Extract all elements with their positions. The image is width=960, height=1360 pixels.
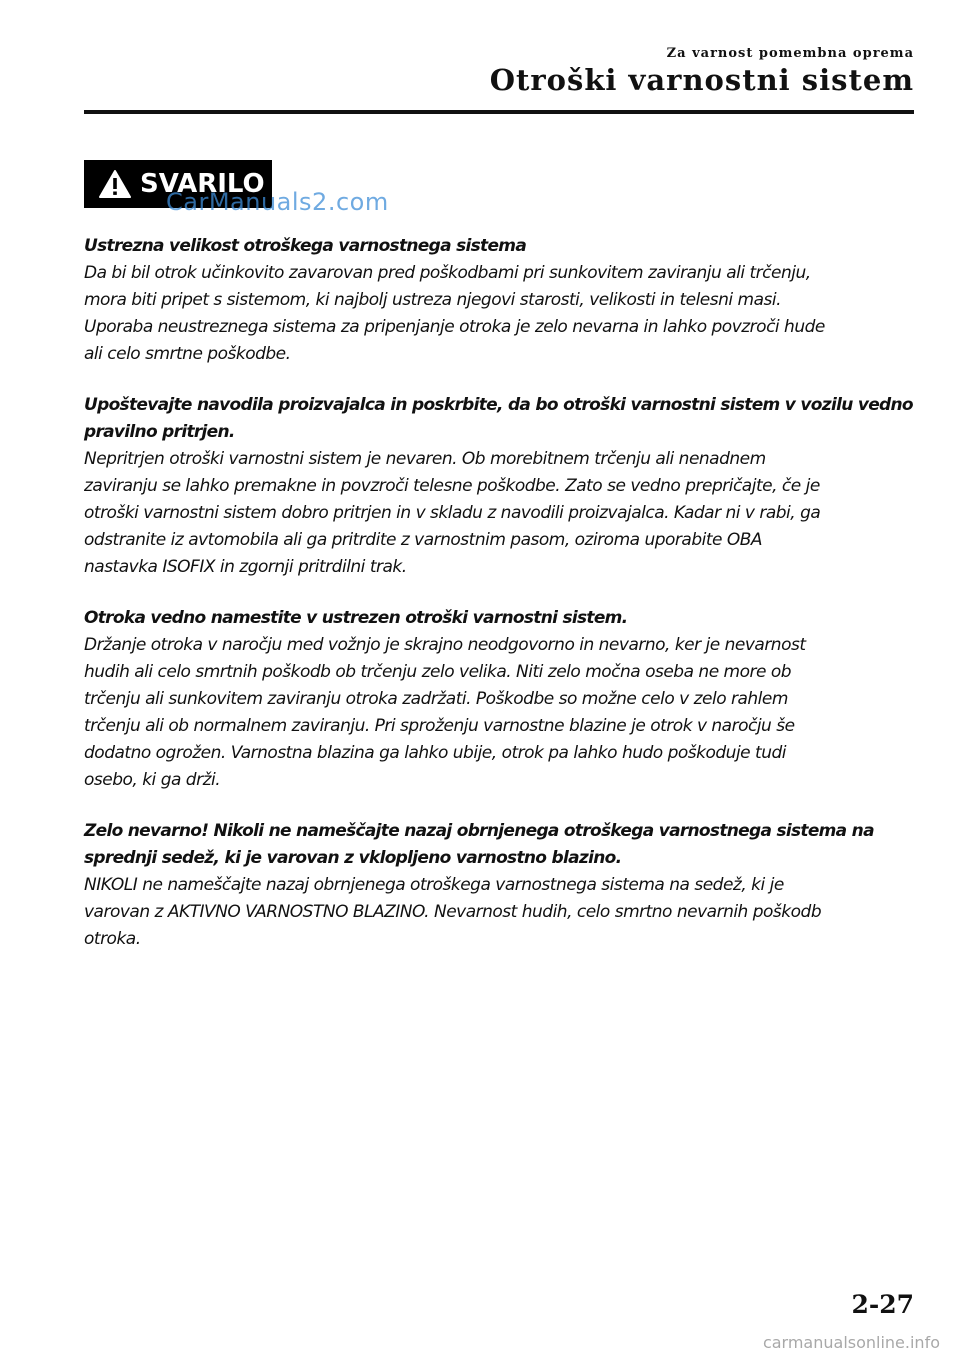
warning-triangle-icon <box>98 169 132 199</box>
warning-text-line: ali celo smrtne poškodbe. <box>84 344 291 364</box>
warning-text-line: NIKOLI ne nameščajte nazaj obrnjenega otroškega varnostnega sistema na sedež, ki je <box>84 875 784 895</box>
page-title: Otroški varnostni sistem <box>489 63 914 97</box>
page-header <box>490 46 914 97</box>
watermark: CarManuals2.com <box>166 188 389 216</box>
warning-text-line: varovan z AKTIVNO VARNOSTNO BLAZINO. Nevarnost hudih, celo smrtno nevarnih poškodb <box>84 902 822 922</box>
warning-title: Upoštevajte navodila proizvajalca in poskrbite, da bo otroški varnostni sistem v vozilu vedno <box>84 395 913 415</box>
warning-text-line: trčenju ali sunkovitem zaviranju otroka zadržati. Poškodbe so možne celo v zelo rahlem <box>84 689 788 709</box>
footer-watermark: carmanualsonline.info <box>762 1333 940 1352</box>
warning-title: pravilno pritrjen. <box>84 422 235 442</box>
warning-text-line: odstranite iz avtomobila ali ga pritrdite z varnostnim pasom, oziroma uporabite OBA <box>84 530 763 550</box>
header-divider <box>84 110 914 114</box>
warning-text-line: hudih ali celo smrtnih poškodb ob trčenju zelo velika. Niti zelo močna oseba ne more ob <box>84 662 792 682</box>
warning-text-line: zaviranju se lahko premakne in povzroči telesne poškodbe. Zato se vedno prepričajte, če je <box>84 476 820 496</box>
warning-item <box>84 818 914 953</box>
warning-text-line: osebo, ki ga drži. <box>84 770 221 790</box>
warning-text-line: Nepritrjen otroški varnostni sistem je nevaren. Ob morebitnem trčenju ali nenadnem <box>84 449 766 469</box>
warning-title: Zelo nevarno! Nikoli ne nameščajte nazaj obrnjenega otroškega varnostnega sistema na <box>84 821 874 841</box>
warning-title: Ustrezna velikost otroškega varnostnega sistema <box>84 236 527 256</box>
warning-content <box>84 233 914 977</box>
warning-text-line: Držanje otroka v naročju med vožnjo je skrajno neodgovorno in nevarno, ker je nevarnost <box>84 635 806 655</box>
warning-title: sprednji sedež, ki je varovan z vklopljeno varnostno blazino. <box>84 848 622 868</box>
warning-label: SVARILO <box>140 169 265 199</box>
warning-title: Otroka vedno namestite v ustrezen otroški varnostni sistem. <box>84 608 628 628</box>
warning-text-line: trčenju ali ob normalnem zaviranju. Pri sproženju varnostne blazine je otrok v naročju še <box>84 716 795 736</box>
warning-text-line: otroka. <box>84 929 141 949</box>
page-number: 2-27 <box>851 1290 914 1319</box>
warning-item <box>84 233 914 368</box>
warning-text-line: dodatno ogrožen. Varnostna blazina ga lahko ubije, otrok pa lahko hudo poškoduje tudi <box>84 743 786 763</box>
warning-text-line: Uporaba neustreznega sistema za pripenjanje otroka je zelo nevarna in lahko povzroči hude <box>84 317 825 337</box>
warning-text-line: nastavka ISOFIX in zgornji pritrdilni trak. <box>84 557 407 577</box>
warning-text-line: Da bi bil otrok učinkovito zavarovan pred poškodbami pri sunkovitem zaviranju ali trčenju, <box>84 263 811 283</box>
warning-item <box>84 605 914 794</box>
warning-item <box>84 392 914 581</box>
warning-text-line: mora biti pripet s sistemom, ki najbolj ustreza njegovi starosti, velikosti in telesni masi. <box>84 290 781 310</box>
section-label: Za varnost pomembna oprema <box>666 46 914 61</box>
warning-text-line: otroški varnostni sistem dobro pritrjen in v skladu z navodili proizvajalca. Kadar ni v rabi, ga <box>84 503 821 523</box>
